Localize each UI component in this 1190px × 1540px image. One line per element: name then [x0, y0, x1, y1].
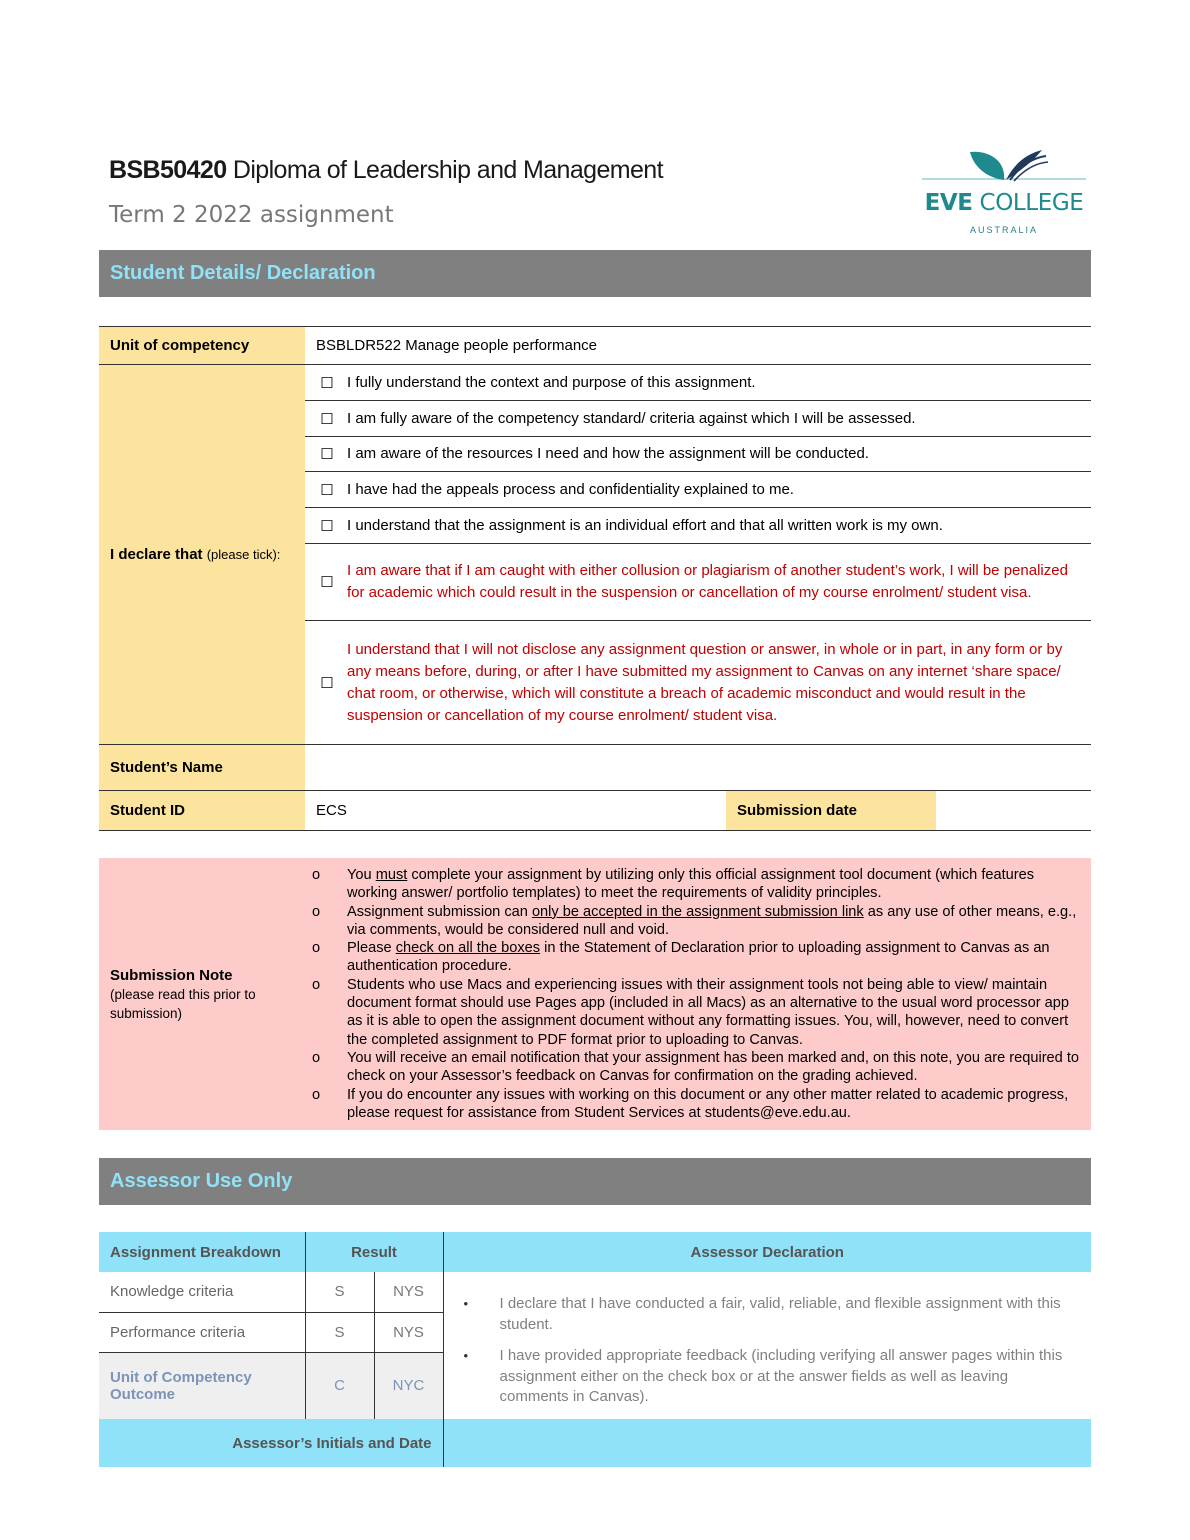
note-item-2: o Assignment submission can only be accepted in the assignment submission link as any use of other means, e.g., via comments, would be considered null and void. [311, 903, 1081, 940]
row-performance-label: Performance criteria [99, 1312, 305, 1352]
declare-label: I declare that (please tick): [99, 365, 305, 745]
course-code: BSB50420 [109, 156, 227, 184]
note-item-1: o You must complete your assignment by utilizing only this official assignment tool document (which features working answer/ portfolio templates) to meet the requirements of validity principles. [311, 866, 1081, 903]
submission-date-label: Submission date [726, 791, 936, 831]
student-id-field[interactable]: ECS [305, 791, 726, 831]
declaration-checkbox-5[interactable]: ☐ [305, 508, 347, 544]
note-item-3: o Please check on all the boxes in the Statement of Declaration prior to uploading assignment to Canvas as an authentication procedure. [311, 939, 1081, 976]
student-id-label: Student ID [99, 791, 305, 831]
assessor-initials-field[interactable] [443, 1419, 1091, 1467]
student-name-field[interactable] [305, 745, 1091, 791]
knowledge-nys-option[interactable]: NYS [374, 1272, 443, 1312]
assessor-declaration-1: • I declare that I have conducted a fair, valid, reliable, and flexible assignment with this student. [464, 1294, 1078, 1335]
assessor-declaration-2: • I have provided appropriate feedback (including verifying all answer pages within this assignment either on the check box or at the answer fields as well as leaving comments in Canvas). [464, 1346, 1078, 1408]
declaration-text-7: I understand that I will not disclose any assignment question or answer, in whole or in part, in any form or by any means before, during, or after I have submitted my assignment to Canvas on any internet ‘share space/ chat room, or otherwise, which will constitute a breach of academic misconduct and would result in the suspension or cancellation of my course enrolment/ student visa. [347, 621, 1091, 745]
document-title [109, 156, 663, 185]
section-assessor-use: Assessor Use Only [99, 1158, 1091, 1205]
logo-subtitle: AUSTRALIA [969, 225, 1038, 235]
outcome-nyc-option[interactable]: NYC [374, 1352, 443, 1419]
section-student-details: Student Details/ Declaration [99, 250, 1091, 297]
submission-note-list [311, 866, 1081, 1122]
logo-wordmark: EVE COLLEGE [924, 190, 1084, 216]
declaration-text-2: I am fully aware of the competency standard/ criteria against which I will be assessed. [347, 401, 1091, 437]
submission-date-field[interactable] [936, 791, 1091, 831]
row-knowledge-label: Knowledge criteria [99, 1272, 305, 1312]
note-item-5: o You will receive an email notification that your assignment has been marked and, on this note, you are required to check on your Assessor’s feedback on Canvas for confirmation on the grading achieved. [311, 1049, 1081, 1086]
assessor-declaration-list [443, 1272, 1091, 1419]
unit-label: Unit of competency [99, 327, 305, 365]
submission-note [99, 858, 1091, 1130]
declaration-checkbox-4[interactable]: ☐ [305, 472, 347, 508]
row-outcome-label: Unit of Competency Outcome [99, 1352, 305, 1419]
submission-note-label: Submission Note (please read this prior to submission) [110, 967, 256, 1021]
performance-nys-option[interactable]: NYS [374, 1312, 443, 1352]
declaration-checkbox-3[interactable]: ☐ [305, 437, 347, 472]
course-title: Diploma of Leadership and Management [232, 156, 663, 184]
student-details-table [99, 326, 1091, 831]
assessor-initials-label: Assessor’s Initials and Date [99, 1419, 443, 1467]
unit-value: BSBLDR522 Manage people performance [305, 327, 1091, 365]
assessor-table [99, 1232, 1091, 1467]
outcome-c-option[interactable]: C [305, 1352, 374, 1419]
declaration-text-4: I have had the appeals process and confidentiality explained to me. [347, 472, 1091, 508]
note-item-4: o Students who use Macs and experiencing issues with their assignment tools not being able to view/ maintain document format should use Pages app (included in all Macs) as an alternative to the usual word processor app as it is able to open the assignment document without any formatting issues. You, will, however, need to convert the completed assignment to PDF format prior to uploading to Canvas. [311, 976, 1081, 1049]
student-name-label: Student’s Name [99, 745, 305, 791]
header-assignment-breakdown: Assignment Breakdown [99, 1232, 305, 1272]
declaration-text-3: I am aware of the resources I need and how the assignment will be conducted. [347, 437, 1091, 472]
header-result: Result [305, 1232, 443, 1272]
declaration-checkbox-6[interactable]: ☐ [305, 544, 347, 621]
leaf-logo-icon [918, 148, 1090, 192]
eve-college-logo [918, 148, 1090, 240]
knowledge-s-option[interactable]: S [305, 1272, 374, 1312]
note-item-6: o If you do encounter any issues with working on this document or any other matter related to academic progress, please request for assistance from Student Services at students@eve.edu.au. [311, 1086, 1081, 1123]
document-subtitle: Term 2 2022 assignment [109, 202, 394, 228]
declaration-checkbox-1[interactable]: ☐ [305, 365, 347, 401]
declaration-text-1: I fully understand the context and purpose of this assignment. [347, 365, 1091, 401]
performance-s-option[interactable]: S [305, 1312, 374, 1352]
declaration-checkbox-7[interactable]: ☐ [305, 621, 347, 745]
declaration-text-5: I understand that the assignment is an individual effort and that all written work is my own. [347, 508, 1091, 544]
declaration-text-6: I am aware that if I am caught with either collusion or plagiarism of another student’s work, I will be penalized for academic which could result in the suspension or cancellation of my course enrolment/ student visa. [347, 544, 1091, 621]
header-assessor-declaration: Assessor Declaration [443, 1232, 1091, 1272]
declaration-checkbox-2[interactable]: ☐ [305, 401, 347, 437]
